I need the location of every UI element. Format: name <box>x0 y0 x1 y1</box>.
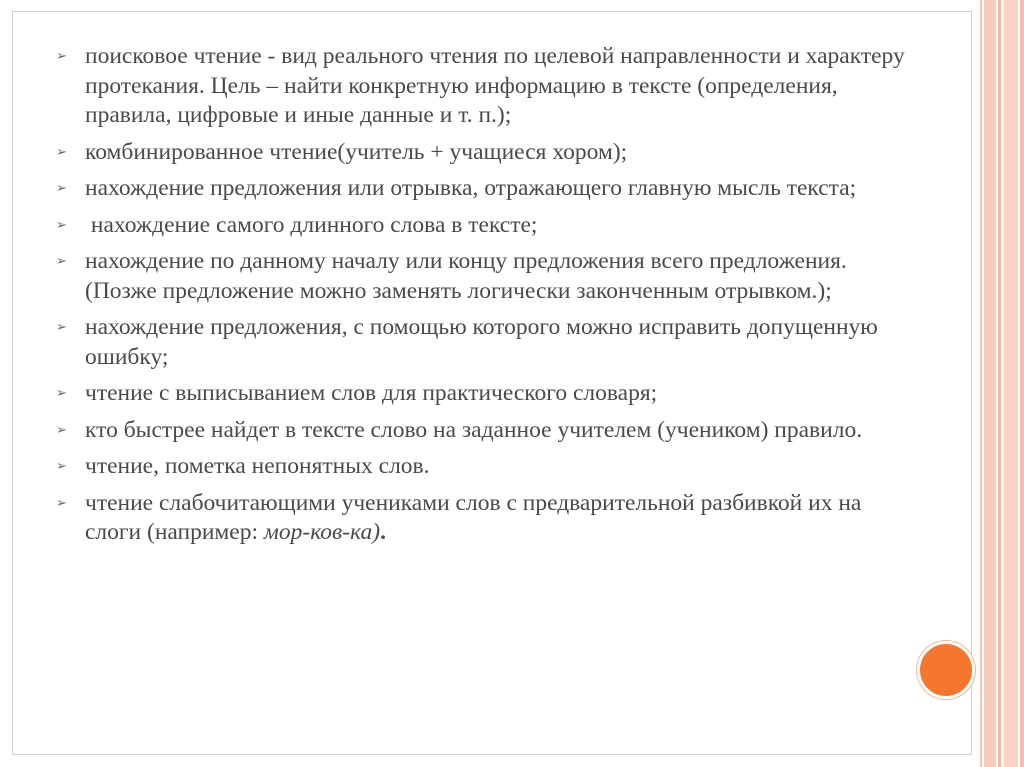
stripe <box>980 0 982 767</box>
stripe <box>998 0 1001 767</box>
list-item <box>56 379 906 409</box>
arrow-bullet-icon: ➢ <box>56 181 67 196</box>
list-item-text: комбинированное чтение(учитель + учащиеся хором); <box>85 138 628 165</box>
arrow-bullet-icon: ➢ <box>56 422 67 438</box>
list-item-text: нахождение предложения, с помощью которого можно исправить допущенную ошибку; <box>85 314 878 370</box>
list-item-text: кто быстрее найдет в тексте слово на заданное учителем (учеником) правило. <box>85 416 863 443</box>
list-item-text: поисковое чтение - вид реального чтения по целевой направленности и характеру протекания. Цель – найти конкретную информацию в тексте (определения, правила, цифровые и иные данные и т. п.); <box>85 43 905 128</box>
list-item <box>56 211 906 241</box>
list-item <box>56 42 906 131</box>
list-item <box>56 247 906 306</box>
stripe <box>984 0 996 767</box>
stripe <box>1020 0 1024 767</box>
arrow-bullet-icon: ➢ <box>56 459 67 474</box>
example-word: мор-ков-ка) <box>263 519 381 545</box>
list-item-text: чтение, пометка непонятных слов. <box>85 453 430 479</box>
arrow-bullet-icon: ➢ <box>56 495 67 511</box>
bullet-list <box>56 42 906 555</box>
arrow-bullet-icon: ➢ <box>56 49 67 64</box>
arrow-bullet-icon: ➢ <box>56 320 67 335</box>
list-item-text: чтение с выписыванием слов для практического словаря; <box>85 380 658 406</box>
list-item <box>56 416 906 446</box>
list-item <box>56 452 906 482</box>
list-item <box>56 138 906 168</box>
list-item <box>56 489 906 548</box>
sentence-end: . <box>380 519 386 545</box>
list-item-text: чтение слабочитающими учениками слов с предварительной разбивкой их на слоги (например: <box>85 489 862 545</box>
arrow-bullet-icon: ➢ <box>56 386 67 401</box>
arrow-bullet-icon: ➢ <box>56 144 67 160</box>
arrow-bullet-icon: ➢ <box>56 217 67 233</box>
stripe <box>1004 0 1018 767</box>
list-item-text: нахождение предложения или отрывка, отражающего главную мысль текста; <box>85 175 857 201</box>
arrow-bullet-icon: ➢ <box>56 254 67 269</box>
orange-circle-decoration <box>917 641 975 699</box>
list-item-text: нахождение самого длинного слова в тексте; <box>85 211 538 238</box>
list-item-text: нахождение по данному началу или концу предложения всего предложения. (Позже предложение можно заменять логически законченным отрывком.); <box>85 248 847 304</box>
list-item <box>56 174 906 204</box>
decorative-stripes <box>980 0 1024 767</box>
list-item <box>56 313 906 372</box>
